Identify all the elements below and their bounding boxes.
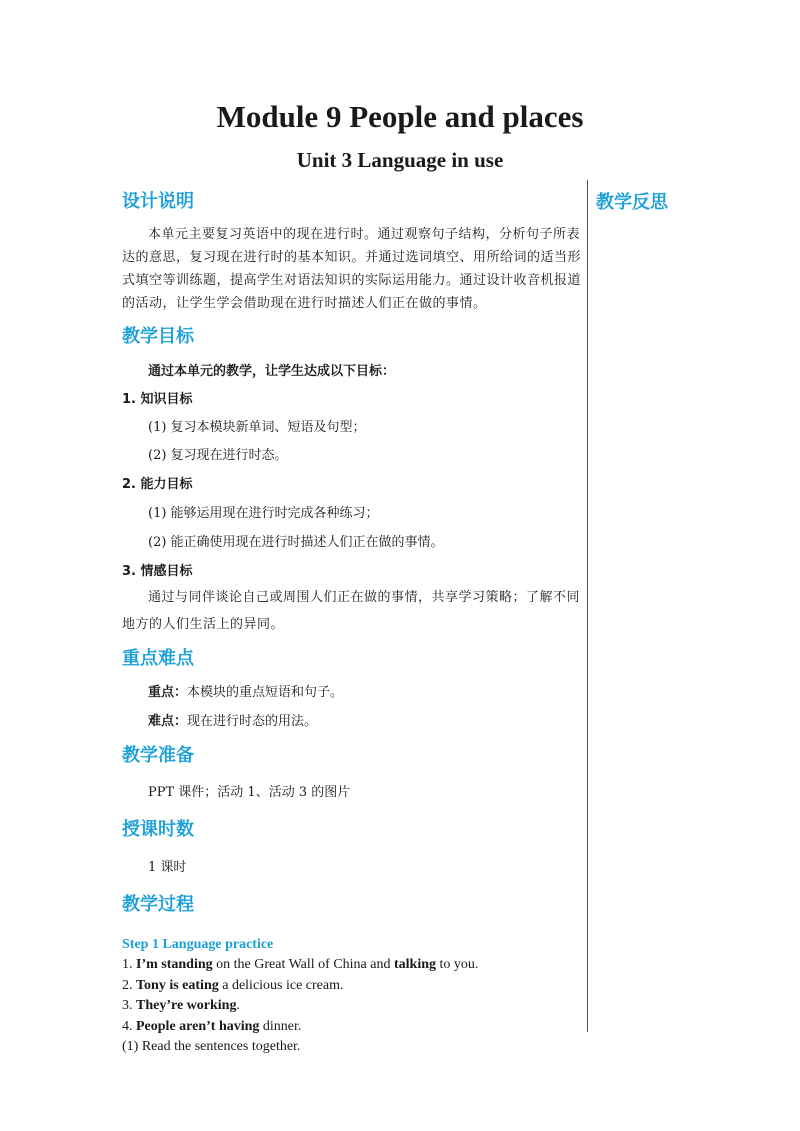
preparation-heading: 教学准备 xyxy=(122,745,194,766)
design-text: 本单元主要复习英语中的现在进行时。通过观察句子结构，分析句子所表达的意思，复习现在进行时的基本知识。并通过选词填空、用所给词的适当形式填空等训练题，提高学生对语法知识的实际运用能力。通过设计收音机报道的活动，让学生学会借助现在进行时描述人们正在做的事情。 xyxy=(122,227,582,311)
objective-item: (2) 能正确使用现在进行时描述人们正在做的事情。 xyxy=(148,535,444,550)
key-text: 本模块的重点短语和句子。 xyxy=(187,685,344,700)
difficult-label: 难点： xyxy=(148,714,188,729)
key-label: 重点： xyxy=(148,685,188,700)
key-point xyxy=(122,683,582,703)
step-title: Step 1 Language practice xyxy=(122,937,274,952)
page-title: Module 9 People and places xyxy=(216,99,584,134)
duration-heading: 授课时数 xyxy=(122,819,194,840)
example-sentence: 2. Tony is eating a delicious ice cream. xyxy=(122,977,344,993)
objective-item: (1) 能够运用现在进行时完成各种练习； xyxy=(148,506,379,521)
example-sentence: 1. I’m standing on the Great Wall of China and talking to you. xyxy=(122,957,479,972)
reflection-heading: 教学反思 xyxy=(596,192,668,213)
example-sentence: 3. They’re working. xyxy=(122,998,240,1013)
objective-group-title: 1. 知识目标 xyxy=(122,392,193,407)
objective-item: (1) 复习本模块新单词、短语及句型； xyxy=(148,420,366,435)
duration-text: 1 课时 xyxy=(148,860,187,875)
objective-group-title: 2. 能力目标 xyxy=(122,477,193,492)
preparation-text: PPT 课件；活动 1、活动 3 的图片 xyxy=(148,785,351,800)
difficult-text: 现在进行时态的用法。 xyxy=(187,714,318,729)
emotion-text: 通过与同伴谈论自己或周围人们正在做的事情，共享学习策略；了解不同地方的人们生活上的异同。 xyxy=(122,590,581,632)
process-heading: 教学过程 xyxy=(122,894,194,915)
keypoints-heading: 重点难点 xyxy=(122,648,194,669)
instruction-text: (1) Read the sentences together. xyxy=(122,1039,301,1054)
objective-group-title: 3. 情感目标 xyxy=(122,564,193,579)
column-divider xyxy=(587,180,588,1032)
objective-item: (2) 复习现在进行时态。 xyxy=(148,448,288,463)
difficult-point xyxy=(122,712,582,732)
main-column xyxy=(122,188,582,1058)
objectives-heading: 教学目标 xyxy=(122,326,194,347)
design-heading: 设计说明 xyxy=(122,191,194,212)
example-sentence: 4. People aren’t having dinner. xyxy=(122,1018,302,1034)
objectives-lead: 通过本单元的教学，让学生达成以下目标： xyxy=(148,364,396,379)
page-subtitle: Unit 3 Language in use xyxy=(296,148,504,172)
